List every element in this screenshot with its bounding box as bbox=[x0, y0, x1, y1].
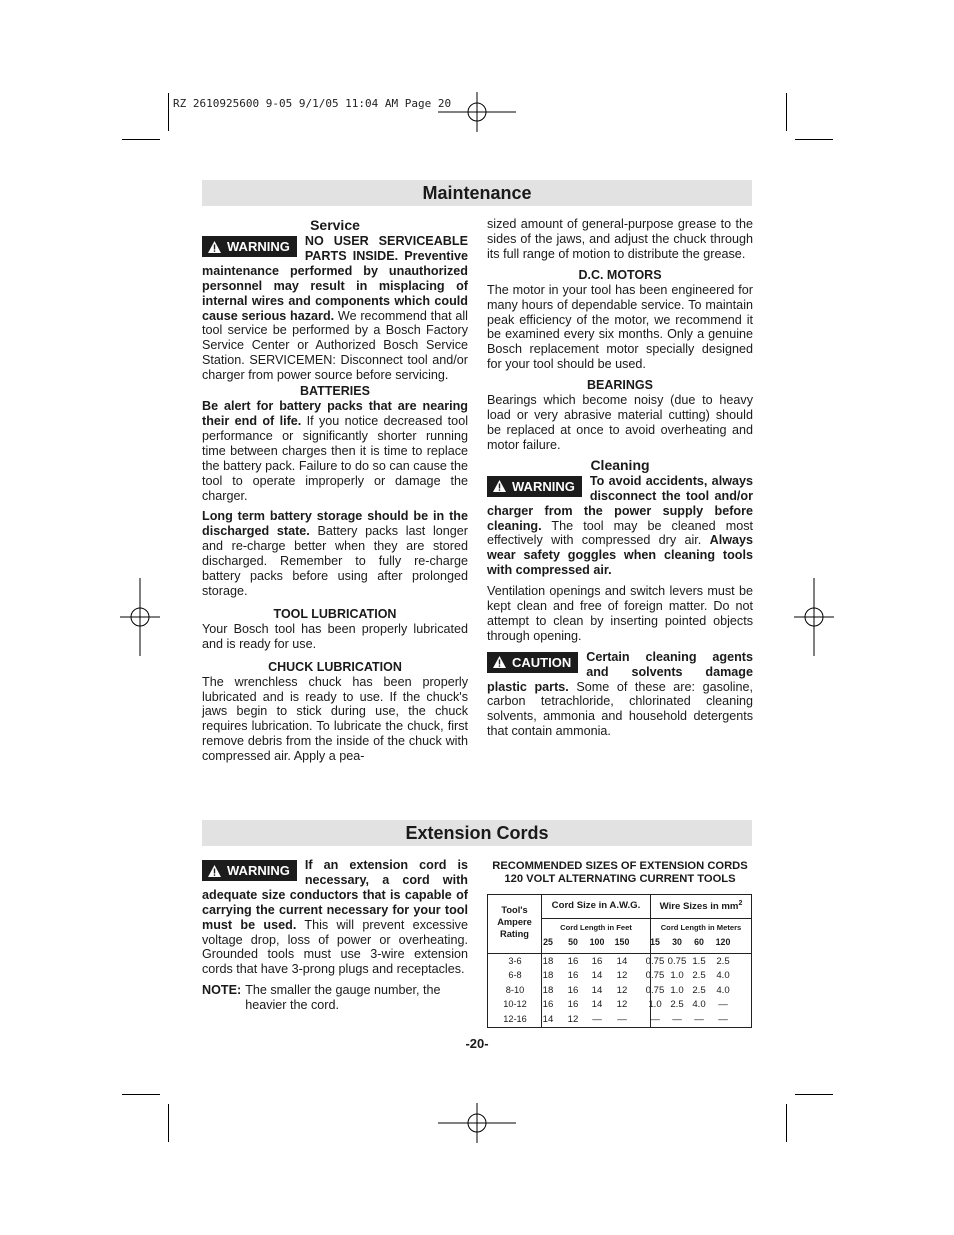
warning-triangle-icon bbox=[208, 865, 221, 877]
warning-badge: WARNING bbox=[202, 860, 297, 881]
awg-cell: 14 bbox=[591, 970, 603, 982]
mm-cell: 1.0 bbox=[670, 970, 684, 982]
extension-left-column bbox=[202, 858, 468, 1013]
mm-cell: 4.0 bbox=[692, 999, 706, 1011]
print-slug: RZ 2610925600 9-05 9/1/05 11:04 AM Page 20 bbox=[173, 97, 452, 110]
meters-header-cell: 120 bbox=[715, 937, 731, 947]
ampere-rating-cell: 3-6 bbox=[508, 956, 522, 966]
awg-cell: 14 bbox=[591, 999, 603, 1011]
mm-cell: 2.5 bbox=[692, 970, 706, 982]
cleaning-warning-paragraph: WARNING To avoid accidents, always disconnect the tool and/or charger from the power supply before cleaning. The tool may be cleaned most effectively with compressed dry air. Always wear safety goggles when cleaning tools with compressed air. bbox=[487, 473, 753, 578]
extension-cord-table bbox=[487, 894, 752, 1028]
warning-badge: WARNING bbox=[487, 476, 582, 497]
awg-cell: — bbox=[617, 1013, 627, 1025]
mm-cell: 2.5 bbox=[692, 984, 706, 996]
mm-cell: — bbox=[718, 999, 728, 1011]
ampere-rating-header: Tool's Ampere Rating bbox=[497, 905, 532, 939]
feet-label: Cord Length in Feet bbox=[560, 923, 632, 932]
extension-warning-paragraph: WARNING If an extension cord is necessary, a cord with adequate size conductors that is capable of carrying the current necessary for your tool must be used. This will prevent excessive voltage drop, loss of power or overheating. Grounded tools must use 3-wire extension cords that have 3-prong plugs and receptacles. bbox=[202, 858, 468, 977]
awg-cell: 16 bbox=[567, 984, 579, 996]
caution-paragraph: CAUTION Certain cleaning agents and solvents damage plastic parts. Some of these are: gasoline, carbon tetrachloride, chlorinated cleaning solvents, ammonia and household detergents that contain ammonia. bbox=[487, 649, 753, 739]
mm-cell: — bbox=[650, 1013, 660, 1025]
awg-cell: 18 bbox=[542, 970, 554, 982]
wire-size-header: Wire Sizes in $mm^2$ bbox=[659, 900, 743, 913]
batteries-heading: BATTERIES bbox=[300, 384, 370, 399]
maintenance-right-column bbox=[487, 217, 753, 739]
mm-cell: 1.5 bbox=[692, 956, 706, 967]
mm-cell: 2.5 bbox=[670, 999, 684, 1011]
bearings-heading: BEARINGS bbox=[587, 378, 653, 393]
mm-cell: — bbox=[672, 1013, 682, 1025]
mm-cell: 4.0 bbox=[716, 984, 730, 996]
page-number: -20- bbox=[465, 1036, 489, 1051]
section-title-maintenance: Maintenance bbox=[202, 180, 752, 206]
feet-header-cell: 150 bbox=[614, 937, 630, 947]
awg-cell: 12 bbox=[616, 984, 628, 996]
awg-cell: 14 bbox=[591, 984, 603, 996]
mm-cell: 1.0 bbox=[648, 999, 662, 1011]
batteries-paragraph-2: Long term battery storage should be in the discharged state. Battery packs last longer and re-charge better when they are stored discharged. Remember to fully re-charge battery packs before using after prolonged storage. bbox=[202, 509, 468, 598]
feet-header-cell: 25 bbox=[543, 937, 553, 947]
batteries-paragraph-1: Be alert for battery packs that are nearing their end of life. If you notice decreased tool performance or significantly shorter running time between charges then it is time to replace the battery pack. Failure to do so can cause the tool to operate improperly or damage the charger. bbox=[202, 399, 468, 503]
chuck-lubrication-paragraph: The wrenchless chuck has been properly lubricated and is ready to use. If the chuck's jaws begin to stick during use, the chuck requires lubrication. To lubricate the chuck, first remove debris from the inside of the chuck with compressed air. Apply a pea- bbox=[202, 674, 468, 764]
awg-cell: 12 bbox=[616, 970, 628, 982]
awg-cell: 16 bbox=[567, 999, 579, 1011]
caution-badge: CAUTION bbox=[487, 652, 578, 673]
warning-badge: WARNING bbox=[202, 236, 297, 257]
awg-cell: 16 bbox=[567, 970, 579, 982]
meters-header-cell: 15 bbox=[650, 937, 660, 947]
feet-header-cell: 100 bbox=[589, 937, 605, 947]
meters-label: Cord Length in Meters bbox=[660, 923, 742, 932]
dc-motors-heading: D.C. MOTORS bbox=[578, 267, 662, 282]
section-title-extension-cords: Extension Cords bbox=[202, 820, 752, 846]
warning-triangle-icon bbox=[493, 480, 506, 492]
ampere-rating-cell: 12-16 bbox=[503, 1013, 527, 1024]
bearings-paragraph: Bearings which become noisy (due to heavy load or very abrasive material cutting) should be replaced at once to avoid overheating and motor failure. bbox=[487, 393, 753, 452]
cleaning-heading: Cleaning bbox=[590, 456, 650, 473]
awg-cell: 16 bbox=[542, 999, 554, 1011]
table-title: RECOMMENDED SIZES OF EXTENSION CORDS 120 VOLT ALTERNATING CURRENT TOOLS bbox=[492, 860, 748, 885]
tool-lubrication-heading: TOOL LUBRICATION bbox=[273, 606, 397, 621]
warning-triangle-icon bbox=[208, 241, 221, 253]
registration-mark-icon bbox=[794, 578, 834, 656]
awg-cell: 18 bbox=[542, 956, 554, 967]
awg-cell: 14 bbox=[542, 1013, 554, 1025]
chuck-lubrication-continued: sized amount of general-purpose grease to the sides of the jaws, and adjust the chuck through its full range of motion to distribute the grease. bbox=[487, 217, 753, 261]
mm-cell: — bbox=[718, 1013, 728, 1025]
meters-header-cell: 30 bbox=[672, 937, 682, 947]
awg-cell: 12 bbox=[616, 999, 628, 1011]
mm-cell: 0.75 bbox=[667, 956, 687, 967]
registration-mark-icon bbox=[120, 578, 160, 656]
ampere-rating-cell: 6-8 bbox=[508, 970, 522, 981]
service-paragraph: WARNING NO USER SERVICEABLE PARTS INSIDE. Preventive maintenance performed by unauthorized personnel may result in misplacing of internal wires and components which could cause serious hazard. We recommend that all tool service be performed by a Bosch Factory Service Center or Authorized Bosch Service Station. SERVICEMEN: Disconnect tool and/or charger from power source before servicing. bbox=[202, 234, 468, 383]
note bbox=[202, 983, 468, 1013]
registration-mark-icon bbox=[438, 92, 516, 132]
mm-cell: 0.75 bbox=[645, 970, 665, 982]
dc-motors-paragraph: The motor in your tool has been engineered for many hours of dependable service. To maintain peak efficiency of the motor, we recommend it be examined every six months. Only a genuine Bosch replacement motor specially designed for your tool should be used. bbox=[487, 282, 753, 372]
tool-lubrication-paragraph: Your Bosch tool has been properly lubricated and is ready for use. bbox=[202, 621, 468, 651]
awg-cell: 16 bbox=[591, 956, 603, 967]
ampere-rating-cell: 8-10 bbox=[505, 984, 525, 995]
awg-cell: 18 bbox=[542, 984, 554, 996]
meters-header-cell: 60 bbox=[694, 937, 704, 947]
ampere-rating-cell: 10-12 bbox=[503, 999, 527, 1010]
awg-cell: — bbox=[592, 1013, 602, 1025]
ventilation-paragraph: Ventilation openings and switch levers must be kept clean and free of foreign matter. Do not attempt to clean by inserting pointed objects through opening. bbox=[487, 584, 753, 643]
warning-triangle-icon bbox=[493, 656, 506, 668]
mm-cell: 2.5 bbox=[716, 956, 730, 967]
note-label: NOTE: bbox=[202, 983, 242, 998]
maintenance-left-column bbox=[202, 217, 468, 764]
note-text: The smaller the gauge number, the heavier the cord. bbox=[245, 983, 441, 1013]
mm-cell: — bbox=[694, 1013, 704, 1025]
mm-cell: 0.75 bbox=[645, 984, 665, 996]
awg-cell: 12 bbox=[567, 1013, 579, 1025]
mm-cell: 1.0 bbox=[670, 984, 684, 996]
service-heading: Service bbox=[310, 217, 360, 233]
awg-header: Cord Size in A.W.G. bbox=[551, 900, 641, 911]
feet-header-cell: 50 bbox=[568, 937, 578, 947]
mm-cell: 0.75 bbox=[645, 956, 665, 967]
mm-cell: 4.0 bbox=[716, 970, 730, 982]
registration-mark-icon bbox=[438, 1103, 516, 1143]
chuck-lubrication-heading: CHUCK LUBRICATION bbox=[268, 659, 402, 674]
awg-cell: 16 bbox=[567, 956, 579, 967]
awg-cell: 14 bbox=[616, 956, 628, 967]
